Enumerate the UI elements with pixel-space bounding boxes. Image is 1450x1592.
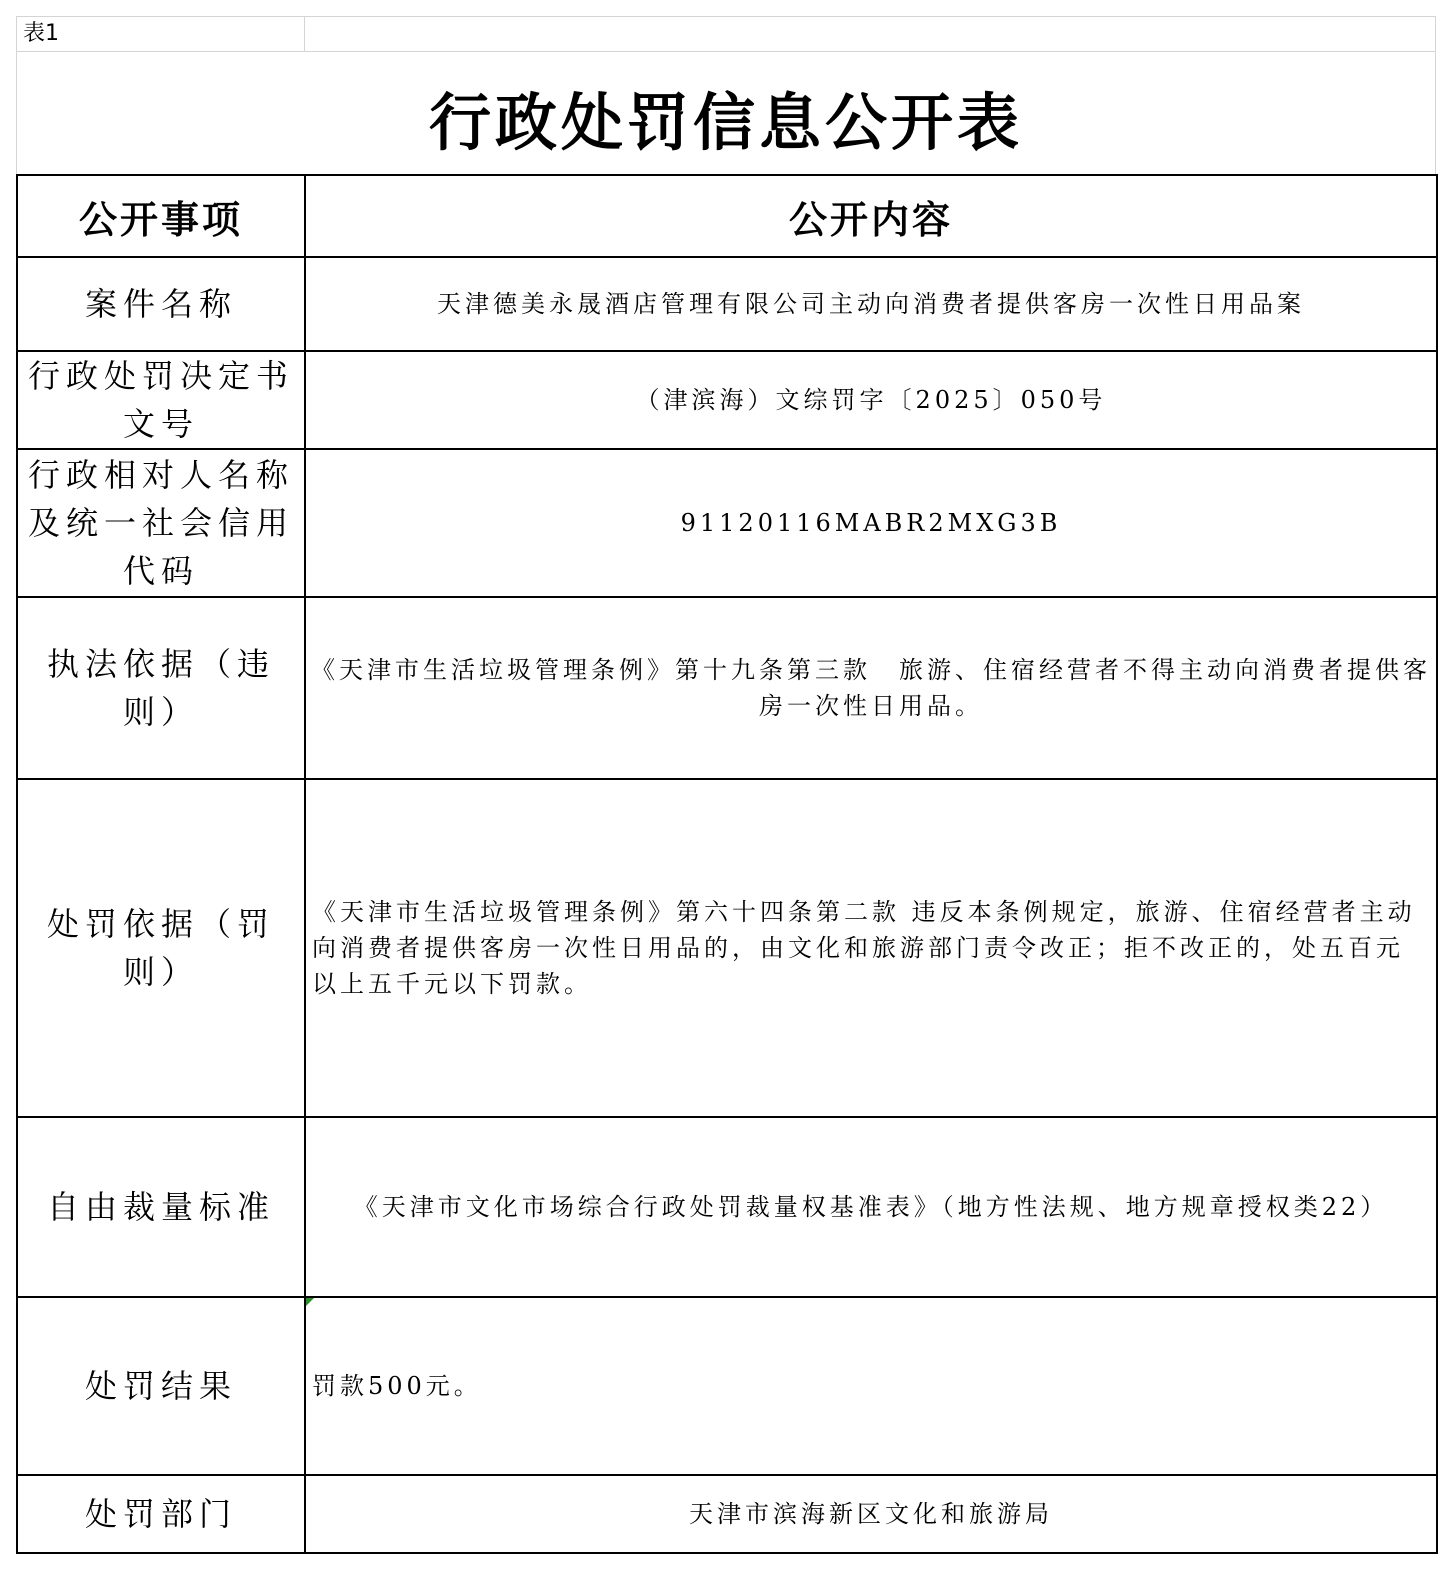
sheet-label-row	[16, 16, 1436, 52]
penalty-department-label: 处罚部门	[17, 1475, 305, 1553]
row-discretion-standard	[17, 1117, 1437, 1297]
penalty-department-value: 天津市滨海新区文化和旅游局	[305, 1475, 1437, 1553]
sheet-label: 表1	[17, 17, 305, 51]
row-penalty-result	[17, 1297, 1437, 1475]
party-credit-code-label: 行政相对人名称及统一社会信用代码	[17, 449, 305, 597]
case-name-label: 案件名称	[17, 257, 305, 351]
title-row	[16, 52, 1436, 174]
table-header-row	[17, 175, 1437, 257]
row-penalty-department	[17, 1475, 1437, 1553]
column-header-content: 公开内容	[305, 175, 1437, 257]
penalty-basis-value: 《天津市生活垃圾管理条例》第六十四条第二款 违反本条例规定，旅游、住宿经营者主动向消费者提供客房一次性日用品的，由文化和旅游部门责令改正；拒不改正的，处五百元以上五千元以下罚款。	[305, 779, 1437, 1117]
row-penalty-basis	[17, 779, 1437, 1117]
column-header-item: 公开事项	[17, 175, 305, 257]
penalty-result-text: 罚款500元。	[312, 1372, 482, 1400]
penalty-result-label: 处罚结果	[17, 1297, 305, 1475]
party-credit-code-value: 91120116MABR2MXG3B	[305, 449, 1437, 597]
page-title: 行政处罚信息公开表	[428, 85, 1023, 159]
disclosure-table	[16, 174, 1438, 1554]
penalty-result-value	[305, 1297, 1437, 1475]
case-name-value: 天津德美永晟酒店管理有限公司主动向消费者提供客房一次性日用品案	[305, 257, 1437, 351]
penalty-basis-label: 处罚依据（罚则）	[17, 779, 305, 1117]
row-party-credit-code	[17, 449, 1437, 597]
row-decision-number	[17, 351, 1437, 449]
discretion-standard-value: 《天津市文化市场综合行政处罚裁量权基准表》（地方性法规、地方规章授权类22）	[305, 1117, 1437, 1297]
row-case-name	[17, 257, 1437, 351]
decision-number-value: （津滨海）文综罚字〔2025〕050号	[305, 351, 1437, 449]
enforcement-basis-value: 《天津市生活垃圾管理条例》第十九条第三款 旅游、住宿经营者不得主动向消费者提供客房一次性日用品。	[305, 597, 1437, 779]
discretion-standard-label: 自由裁量标准	[17, 1117, 305, 1297]
decision-number-label: 行政处罚决定书文号	[17, 351, 305, 449]
enforcement-basis-label: 执法依据（违则）	[17, 597, 305, 779]
row-enforcement-basis	[17, 597, 1437, 779]
cell-comment-marker-icon	[306, 1298, 314, 1306]
